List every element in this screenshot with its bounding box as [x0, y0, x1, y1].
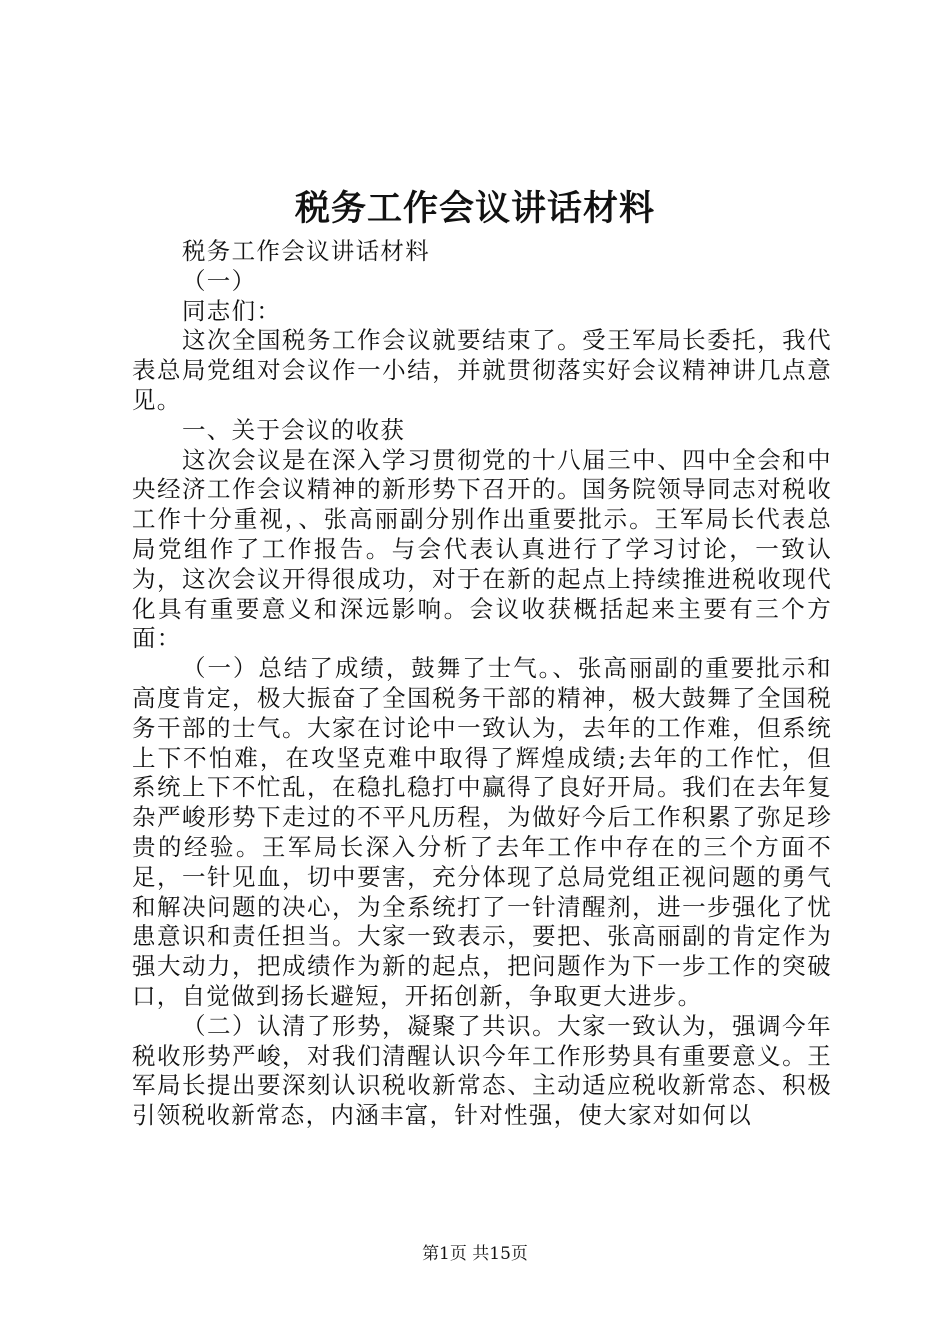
paragraph-opening: 这次全国税务工作会议就要结束了。受王军局长委托，我代表总局党组对会议作一小结，并就贯彻落实好会议精神讲几点意见。 [132, 326, 832, 414]
paragraph-meeting-context: 这次会议是在深入学习贯彻党的十八届三中、四中全会和中央经济工作会议精神的新形势下召开的。国务院领导同志对税收工作十分重视，、张高丽副分别作出重要批示。王军局长代表总局党组作了工作报告。与会代表认真进行了学习讨论，一致认为，这次会议开得很成功，对于在新的起点上持续推进税收现代化具有重要意义和深远影响。会议收获概括起来主要有三个方面： [132, 445, 832, 653]
document-body [132, 237, 832, 1131]
paragraph-point-one: （一）总结了成绩，鼓舞了士气。、张高丽副的重要批示和高度肯定，极大振奋了全国税务干部的精神，极大鼓舞了全国税务干部的士气。大家在讨论中一致认为，去年的工作难，但系统上下不怕难，在攻坚克难中取得了辉煌成绩;去年的工作忙，但系统上下不忙乱，在稳扎稳打中赢得了良好开局。我们在去年复杂严峻形势下走过的不平凡历程，为做好今后工作积累了弥足珍贵的经验。王军局长深入分析了去年工作中存在的三个方面不足，一针见血，切中要害，充分体现了总局党组正视问题的勇气和解决问题的决心，为全系统打了一针清醒剂，进一步强化了忧患意识和责任担当。大家一致表示，要把、张高丽副的肯定作为强大动力，把成绩作为新的起点，把问题作为下一步工作的突破口，自觉做到扬长避短，开拓创新，争取更大进步。 [132, 654, 832, 1010]
paragraph-subtitle: 税务工作会议讲话材料 [182, 237, 430, 265]
paragraph-point-two: （二）认清了形势，凝聚了共识。大家一致认为，强调今年税收形势严峻，对我们清醒认识今年工作形势具有重要意义。王军局长提出要深刻认识税收新常态、主动适应税收新常态、积极引领税收新常态，内涵丰富，针对性强，使大家对如何以 [132, 1011, 832, 1130]
paragraph-section-marker: （一） [182, 266, 257, 295]
paragraph-salutation: 同志们： [182, 296, 282, 325]
page-footer [0, 1243, 950, 1265]
document-title: 税务工作会议讲话材料 [294, 188, 655, 229]
paragraph-heading-harvest: 一、关于会议的收获 [182, 415, 406, 444]
page-number-label: 第1页 共15页 [422, 1244, 528, 1264]
